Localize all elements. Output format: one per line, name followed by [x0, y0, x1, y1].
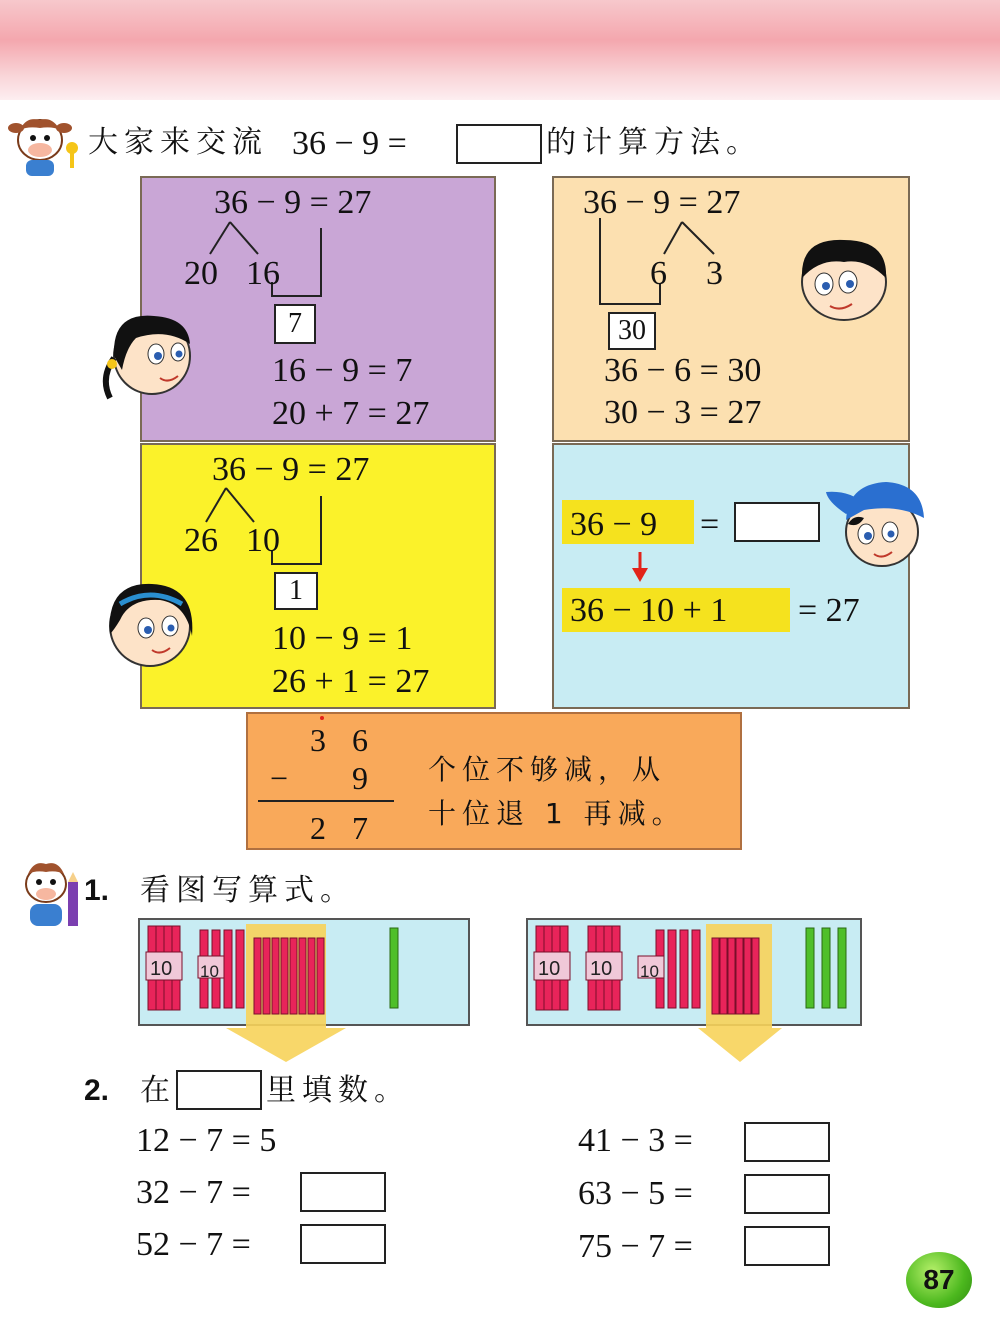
- peach-box-value: 30: [608, 312, 656, 350]
- page-number: 87: [923, 1264, 955, 1295]
- ex2-right-1-answer[interactable]: [744, 1122, 830, 1162]
- right-bundle-label-3: 10: [640, 962, 659, 981]
- yellow-split-left: 26: [184, 522, 218, 559]
- vertical-top-ones: 6: [352, 722, 368, 758]
- exercise1-number: 1.: [84, 874, 110, 907]
- ex2-right-2-answer[interactable]: [744, 1174, 830, 1214]
- ex2-right-3: 75 − 7 =: [578, 1228, 693, 1265]
- yellow-step-2: 26 + 1 = 27: [272, 663, 430, 700]
- right-bundle-label-2: 10: [590, 958, 613, 980]
- ex2-left-2-answer[interactable]: [300, 1172, 386, 1212]
- exercise2-title-box: [176, 1070, 262, 1110]
- intro-text-before: 大家来交流: [88, 125, 268, 160]
- blue-line-2: 36 − 10 + 1: [570, 592, 728, 629]
- exercise2-title-after: 里填数。: [266, 1073, 410, 1108]
- blue-answer-box[interactable]: [734, 502, 820, 542]
- vertical-sub: 9: [352, 760, 368, 796]
- vertical-top-tens: 3: [310, 722, 326, 758]
- yellow-split-right: 10: [246, 522, 280, 559]
- sticks-right-icon: [534, 924, 854, 1064]
- purple-step-1: 16 − 9 = 7: [272, 352, 413, 389]
- ex2-right-2: 63 − 5 =: [578, 1175, 693, 1212]
- left-bundle-label-2: 10: [200, 962, 219, 981]
- right-bundle-label-1: 10: [538, 958, 561, 980]
- intro-text-after: 的计算方法。: [546, 125, 762, 160]
- sticks-left-icon: [146, 924, 446, 1064]
- peach-equation: 36 − 9 = 27: [583, 184, 741, 221]
- cow-mascot-icon: [6, 108, 84, 180]
- ex2-left-3: 52 − 7 =: [136, 1226, 251, 1263]
- exercise2-number: 2.: [84, 1074, 110, 1107]
- peach-split-left: 6: [650, 255, 667, 292]
- vertical-minus: −: [270, 760, 289, 796]
- yellow-step-1: 10 − 9 = 1: [272, 620, 413, 657]
- purple-box-value: 7: [274, 304, 316, 344]
- borrow-dot: [320, 716, 324, 720]
- ex2-left-1: 12 − 7 = 5: [136, 1122, 277, 1159]
- vertical-result-ones: 7: [352, 810, 368, 846]
- blue-line-1-eq: =: [700, 506, 720, 543]
- boy-face-icon: [796, 234, 892, 324]
- peach-step-1: 36 − 6 = 30: [604, 352, 762, 389]
- left-bundle-label-1: 10: [150, 958, 173, 980]
- blue-line-1: 36 − 9: [570, 506, 658, 543]
- exercise1-title: 看图写算式。: [140, 873, 356, 908]
- intro-equation: 36 − 9 =: [292, 125, 407, 162]
- ex2-left-3-answer[interactable]: [300, 1224, 386, 1264]
- ex2-right-1: 41 − 3 =: [578, 1122, 693, 1159]
- ex2-left-2: 32 − 7 =: [136, 1174, 251, 1211]
- purple-equation: 36 − 9 = 27: [214, 184, 372, 221]
- yellow-equation: 36 − 9 = 27: [212, 451, 370, 488]
- peach-step-2: 30 − 3 = 27: [604, 394, 762, 431]
- vertical-note-2: 十位退 1 再减。: [428, 797, 686, 830]
- purple-split-left: 20: [184, 255, 218, 292]
- intro-answer-box[interactable]: [456, 124, 542, 164]
- vertical-rule: [258, 800, 394, 802]
- yellow-box-value: 1: [274, 572, 318, 610]
- vertical-note-1: 个位不够减，从: [428, 753, 667, 786]
- purple-step-2: 20 + 7 = 27: [272, 395, 430, 432]
- peach-split-right: 3: [706, 255, 723, 292]
- cow-pencil-mascot-icon: [14, 854, 84, 934]
- exercise2-title-before: 在: [140, 1073, 176, 1108]
- top-banner: [0, 0, 1000, 100]
- down-arrow-icon: [630, 552, 650, 584]
- girl-face-icon: [100, 574, 198, 672]
- blue-line-2-eq: = 27: [798, 592, 860, 629]
- purple-split-right: 16: [246, 255, 280, 292]
- boy-cap-face-icon: [824, 474, 934, 570]
- vertical-result-tens: 2: [310, 810, 326, 846]
- girl-face-icon: [96, 298, 196, 408]
- ex2-right-3-answer[interactable]: [744, 1226, 830, 1266]
